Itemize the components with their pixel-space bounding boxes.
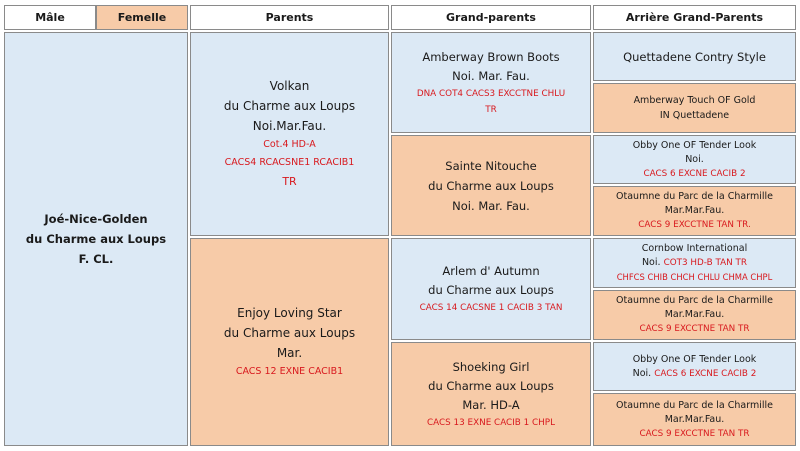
header-male: Mâle	[4, 5, 96, 30]
dam-name: Enjoy Loving Star	[237, 306, 342, 320]
great-grandparent-titles: CACS 9 EXCCTNE TAN TR.	[638, 220, 751, 230]
great-grandparent-cell	[593, 135, 796, 184]
header-great-grandparents: Arrière Grand-Parents	[593, 5, 796, 30]
great-grandparent-titles: COT3 HD-B TAN TR	[663, 258, 748, 268]
grandparent-cell	[391, 135, 591, 236]
great-grandparent-color-line	[642, 256, 747, 270]
subject-color: F. CL.	[78, 252, 114, 266]
great-grandparent-titles: CACS 6 EXCNE CACIB 2	[654, 368, 757, 379]
great-grandparent-name: Quettadene Contry Style	[623, 49, 766, 64]
grandparent-name: Amberway Brown Boots	[422, 49, 560, 64]
sire-titles: Cot.4 HD-A	[263, 139, 316, 150]
grandparent-color: Noi. Mar. Fau.	[452, 198, 530, 213]
great-grandparent-color: Mar.Mar.Fau.	[664, 205, 725, 216]
grandparent-name: Arlem d' Autumn	[442, 264, 540, 278]
subject-kennel: du Charme aux Loups	[25, 232, 167, 246]
grandparent-name: Shoeking Girl	[452, 359, 530, 374]
great-grandparent-color: Noi.	[685, 153, 704, 165]
great-grandparent-name: Obby One OF Tender Look	[632, 139, 757, 151]
grandparent-kennel: du Charme aux Loups	[428, 378, 554, 393]
sire-color: Noi.Mar.Fau.	[252, 119, 327, 133]
grandparent-name: Sainte Nitouche	[445, 158, 537, 173]
grandparent-titles: CACS 13 EXNE CACIB 1 CHPL	[427, 417, 555, 428]
great-grandparent-titles: CHFCS CHIB CHCH CHLU CHMA CHPL	[616, 272, 773, 282]
great-grandparent-cell	[593, 32, 796, 81]
sire-titles: TR	[282, 175, 297, 188]
great-grandparent-cell	[593, 186, 796, 236]
great-grandparent-name: Otaumne du Parc de la Charmille	[616, 191, 773, 202]
sire-cell	[190, 32, 389, 236]
grandparent-titles: DNA COT4 CACS3 EXCCTNE CHLU	[416, 88, 566, 99]
sire-name: Volkan	[269, 79, 310, 93]
great-grandparent-cell	[593, 393, 796, 446]
grandparent-cell	[391, 32, 591, 133]
grandparent-cell	[391, 238, 591, 340]
great-grandparent-cell	[593, 83, 796, 133]
great-grandparent-cell	[593, 290, 796, 340]
great-grandparent-color-line	[633, 367, 757, 381]
great-grandparent-name: Otaumne du Parc de la Charmille	[616, 295, 773, 306]
great-grandparent-titles: CACS 9 EXCCTNE TAN TR	[639, 324, 750, 334]
subject-cell	[4, 32, 188, 446]
grandparent-titles: CACS 14 CACSNE 1 CACIB 3 TAN	[419, 303, 563, 313]
great-grandparent-color: Mar.Mar.Fau.	[664, 413, 725, 425]
dam-titles: CACS 12 EXNE CACIB1	[235, 366, 344, 377]
great-grandparent-name: Otaumne du Parc de la Charmille	[616, 399, 773, 411]
grandparent-cell	[391, 342, 591, 446]
sire-titles: CACS4 RCACSNE1 RCACIB1	[224, 157, 355, 168]
subject-name: Joé-Nice-Golden	[44, 212, 148, 226]
header-grandparents: Grand-parents	[391, 5, 591, 30]
great-grandparent-name: Amberway Touch OF Gold	[633, 95, 756, 106]
great-grandparent-line2: IN Quettadene	[659, 110, 730, 121]
grandparent-kennel: du Charme aux Loups	[428, 178, 554, 193]
sire-kennel: du Charme aux Loups	[223, 99, 356, 113]
great-grandparent-name: Obby One OF Tender Look	[632, 353, 757, 365]
great-grandparent-color: Mar.Mar.Fau.	[664, 309, 725, 320]
great-grandparent-cell	[593, 238, 796, 288]
grandparent-kennel: du Charme aux Loups	[428, 283, 554, 297]
grandparent-color: Mar. HD-A	[462, 397, 520, 412]
great-grandparent-titles: CACS 6 EXCNE CACIB 2	[643, 168, 746, 179]
dam-cell	[190, 238, 389, 446]
great-grandparent-cell	[593, 342, 796, 391]
dam-color: Mar.	[276, 346, 303, 360]
great-grandparent-color: Noi.	[632, 367, 652, 379]
header-parents: Parents	[190, 5, 389, 30]
great-grandparent-color: Noi.	[641, 257, 661, 268]
great-grandparent-name: Cornbow International	[641, 243, 748, 254]
great-grandparent-titles: CACS 9 EXCCTNE TAN TR	[639, 428, 750, 439]
grandparent-color: Noi. Mar. Fau.	[452, 68, 530, 83]
header-female: Femelle	[96, 5, 188, 30]
dam-kennel: du Charme aux Loups	[223, 326, 356, 340]
grandparent-titles: TR	[485, 104, 497, 115]
